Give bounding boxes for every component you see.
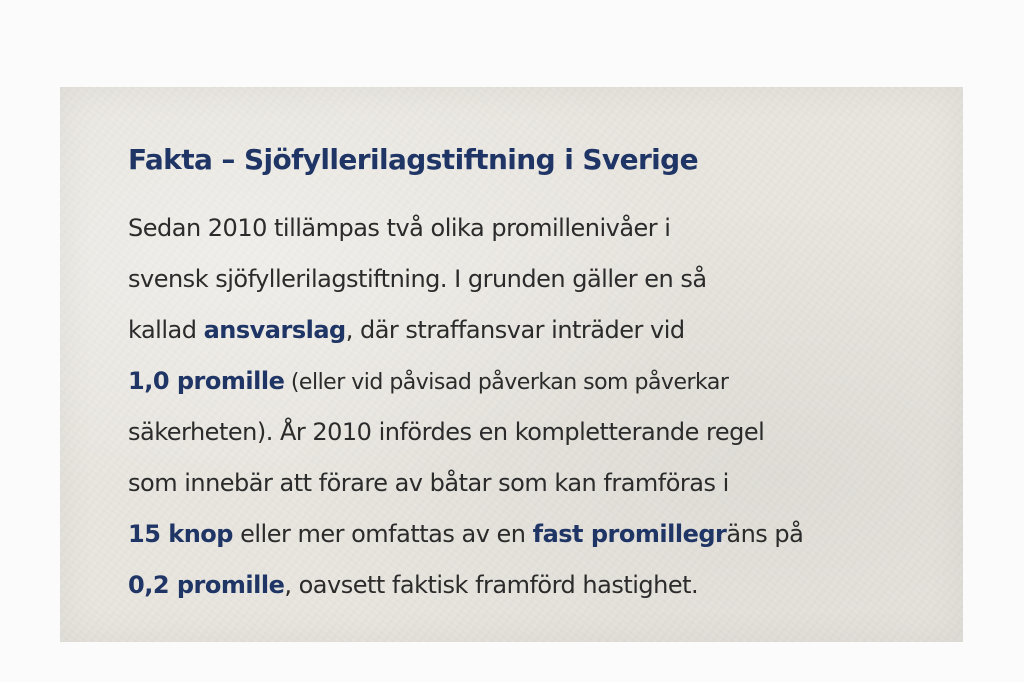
body-line xyxy=(128,458,928,509)
text-run: eller mer omfattas av en xyxy=(232,520,533,548)
card-body xyxy=(128,203,928,611)
text-run: kallad xyxy=(128,316,204,344)
text-run: Sedan 2010 tillämpas två olika promillenivåer i xyxy=(128,214,671,242)
highlight-term: ansvarslag xyxy=(203,316,346,344)
body-line xyxy=(128,356,928,407)
body-line xyxy=(128,560,928,611)
fact-card xyxy=(60,87,963,642)
card-title: Fakta – Sjöfyllerilagstiftning i Sverige xyxy=(128,143,699,176)
text-run: (eller vid påvisad påverkan som påverkar xyxy=(284,370,729,395)
text-run: , oavsett faktisk framförd hastighet. xyxy=(284,571,699,599)
body-line xyxy=(128,203,928,254)
highlight-term: 0,2 promille xyxy=(128,571,285,599)
text-run: äns på xyxy=(726,520,804,548)
highlight-term: fast promillegr xyxy=(532,520,727,548)
text-run: som innebär att förare av båtar som kan framföras i xyxy=(128,469,729,497)
body-line xyxy=(128,254,928,305)
highlight-term: 15 knop xyxy=(128,520,233,548)
text-run: säkerheten). År 2010 infördes en kompletterande regel xyxy=(128,418,765,446)
body-line xyxy=(128,509,928,560)
text-run: , där straffansvar inträder vid xyxy=(345,316,685,344)
body-line xyxy=(128,305,928,356)
body-line xyxy=(128,407,928,458)
highlight-term: 1,0 promille xyxy=(128,367,285,395)
text-run: svensk sjöfyllerilagstiftning. I grunden gäller en så xyxy=(128,265,707,293)
